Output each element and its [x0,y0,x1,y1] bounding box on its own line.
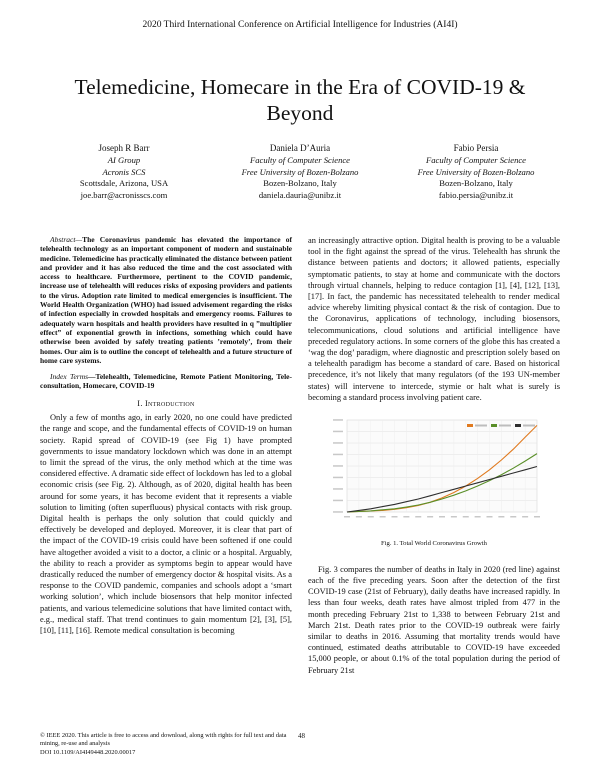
x-tick-label [510,516,516,518]
x-tick-label [451,516,457,518]
right-column [308,235,560,676]
author-email: fabio.persia@unibz.it [438,189,514,200]
x-tick-label [380,516,386,518]
y-tick-label [333,465,343,467]
x-tick-label [368,516,374,518]
page-number: 48 [298,732,305,740]
author-email: daniela.dauria@unibz.it [258,189,342,200]
x-tick-label [475,516,481,518]
y-tick-label [333,500,343,502]
doi: DOI 10.1109/AI4I49448.2020.00017 [40,748,136,756]
author-affiliation: Free University of Bozen-Bolzano [241,166,359,177]
legend-label-1 [475,425,487,427]
index-terms-text: —Telehealth, Telemedicine, Remote Patient Monitoring, Tele-consultation, Homecare, COVID-19 [40,372,292,391]
author-address: Bozen-Bolzano, Italy [263,178,337,189]
index-terms-label: Index Terms [50,372,89,382]
abstract [40,235,292,365]
x-tick-label [487,516,493,518]
author-address: Scottsdale, Arizona, USA [79,178,169,189]
x-tick-label [356,516,362,518]
author-email: joe.barr@acronisscs.com [80,189,168,200]
abstract-label: Abstract— [50,235,83,244]
author-affiliation: Faculty of Computer Science [250,155,350,166]
growth-chart [323,412,545,532]
author-1 [36,143,212,201]
index-terms [40,372,292,391]
y-tick-label [333,442,343,444]
x-tick-label [534,516,540,518]
author-affiliation: Free University of Bozen-Bolzano [417,166,535,177]
left-column [40,235,292,636]
y-tick-label [333,488,343,490]
legend-label-3 [523,425,535,427]
author-2 [212,143,388,201]
y-tick-label [333,431,343,433]
figure-caption: Fig. 1. Total World Coronavirus Growth [381,540,487,548]
y-tick-label [333,511,343,513]
y-tick-label [333,419,343,421]
section-heading: I. Introduction [137,398,195,408]
author-name: Fabio Persia [453,143,499,153]
x-tick-label [415,516,421,518]
x-tick-label [522,516,528,518]
legend-swatch-2 [491,424,497,427]
y-tick-label [333,454,343,456]
abstract-text: The Coronavirus pandemic has elevated the importance of telehealth technology as an important component of modern and sustainable medicine. Telemedicine has practically eliminated the distance between patient and provider and it has also reduced the time and the cost associated with access to healthcare. Furthermore, pertinent to the COVID pandemic, increase use of telehealth will reduces risks of exposing providers and patients to the virus. Adoption rate limited to medical emergencies is insufficient. The World Health Organization (WHO) had issued advisement regarding the risks of infection especially in crowded hospitals and emergency rooms. Failures to adequately warn hospitals and health providers have resulted in q ”multiplier effect” of exponential growth in infections, something which could have otherwise been avoided by safely treating patients ’remotely’, from their homes. Our aim is to outline the concept of telehealth and a future structure of home care systems. [40,235,292,365]
author-name: Joseph R Barr [98,143,150,153]
legend-label-2 [499,425,511,427]
author-block [36,143,564,201]
body-paragraph: Fig. 3 compares the number of deaths in Italy in 2020 (red line) against each of the five preceding years. Soon after the detection of the first COVID-19 case (21st of February), daily deaths have increased rapidly. In less than four weeks, death rates have almost tripled from 477 in the month preceding February 21st to 1,338 to between February 21st and March 21st. Death rates prior to the COVID-19 outbreak were fairly similar to deaths in 2016. Assuming that mortality trends would have continued, estimated deaths attributable to COVID-19 have exceeded 15,000 people, or about 0.1% of the total population during the period of February 21st [308,564,560,675]
figure-1 [323,412,545,535]
y-tick-label [333,477,343,479]
x-tick-label [403,516,409,518]
x-tick-label [392,516,398,518]
legend-swatch-1 [467,424,473,427]
body-paragraph: an increasingly attractive option. Digital health is proving to be a valuable tool in the fight against the spread of the virus. Telehealth has shrunk the distance between patients and doctors; it allowed patients, especially symptomatic patients, to stay at home and communicate with the doctors through virtual channels, helping to reduce contagion [1], [4], [12], [13], [17]. In fact, the pandemic has necessitated telehealth to render medical advice whereby limiting physical contact & the risk of contagion. Due to the Coronavirus, applications of technology, including biosensors, telecommunications, cloud solutions and artificial intelligence have preceded regulatory actions. In some corners of the globe this has created a ‘wag the dog’ paradigm, where diagnostic and prescription solely based on a telehealth paradigm has become a standard of care. Based on historical precedence, it’s not likely that many regulators (of the 193 UN-member states) will intervene to intercede, stymie or halt what is surely is becoming a standard process involving patient care. [308,236,560,402]
author-affiliation: Faculty of Computer Science [426,155,526,166]
x-tick-label [439,516,445,518]
author-3 [388,143,564,201]
copyright-notice: © IEEE 2020. This article is free to access and download, along with rights for full text and data mining, re-use and analysis [40,732,287,748]
legend-swatch-3 [515,424,521,427]
x-tick-label [498,516,504,518]
author-name: Daniela D’Auria [269,143,331,153]
x-tick-label [344,516,350,518]
author-address: Bozen-Bolzano, Italy [439,178,513,189]
intro-paragraph: Only a few of months ago, in early 2020, no one could have predicted the range and scope, and the fundamental effects of COVID-19 on human society. Rapid spread of COVID-19 (see Fig 1) have prompted governments to issue mandatory lockdown which was done in an attempt to limit the spread of the virus, the only method which at the time was considered effective. A dramatic side effect of lockdown has led to a global economic crisis (see Fig. 2). Although, as of 2020, digital health has been around for some years, it has become evident that it represents a viable solution to limiting (often superfluous) physical contacts with risk group. Digital health is perhaps the only solution that could quickly and effectively be developed and deployed. Moreover, it is clear that part of the impact of the COVID-19 crisis could have been softened if one could have altogether avoided a visit to a doctor, a clinic or a hospital. Arguably, the ability to reach a provider as symptoms begin to appear would have drastically reduced the number of emergency doctor & hospital visits. As a response to the COVID pandemic, companies and schools adopt a ‘smart working solution’, which include biosensors that help monitor infected patients, and various telemedicine solutions that have limited contact with, e.g., medical staff. That trend continues to gain momentum [2], [3], [5], [10], [11], [16]. Remote medical consultation is becoming [40,413,293,636]
author-affiliation: Acronis SCS [102,166,146,177]
paper-title: Telemedicine, Homecare in the Era of COVID-19 & Beyond [74,75,526,125]
conference-header: 2020 Third International Conference on Artificial Intelligence for Industries (AI4I) [142,20,458,30]
author-affiliation: AI Group [107,155,141,166]
x-tick-label [427,516,433,518]
footer [40,732,292,757]
x-tick-label [463,516,469,518]
